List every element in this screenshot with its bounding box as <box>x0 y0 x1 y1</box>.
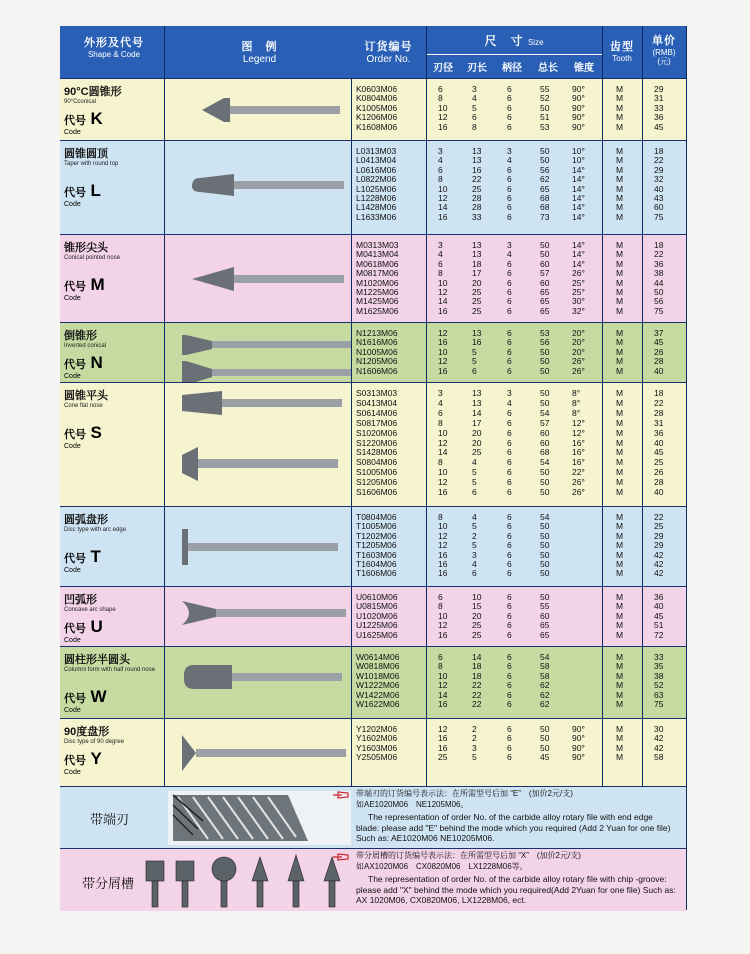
section-S <box>60 382 686 507</box>
col-rule <box>164 26 165 910</box>
shape-name-en: Concave arc shape <box>64 607 116 613</box>
legend-cell <box>168 587 351 647</box>
cell-l: 4 5 2 5 3 4 6 <box>472 512 477 579</box>
cell-order: K0603M06 K0804M06 K1005M06 K1206M06 K1608M06 <box>356 84 398 132</box>
shape-name-en: Taper with round top <box>64 161 119 167</box>
size-header-en: Size <box>527 38 544 47</box>
sub-header-taper: 锥度 <box>574 63 594 74</box>
cell-tooth: M M M M M M M M M M M <box>616 388 624 498</box>
cell-order: S0313M03 S0413M04 S0614M06 S0817M06 S1020M06 S1220M06 S1428M06 S0804M06 S1005M06 S1205M06 S1606M06 <box>356 388 398 498</box>
shape-code-header <box>64 34 164 59</box>
code-label-en: Code <box>64 769 81 776</box>
code-label-en: Code <box>64 637 81 644</box>
col-rule <box>426 26 427 786</box>
cell-price: 37 45 26 28 40 <box>654 328 664 376</box>
cell-s: 6 6 6 6 6 <box>507 328 512 376</box>
cell-t: 50 50 50 45 <box>540 724 550 763</box>
chip-groove-label: 带分屑槽 <box>82 876 135 891</box>
cell-tooth: M M M M M M <box>616 652 624 710</box>
shape-name-en: Columni form with half round nose <box>64 667 156 673</box>
order-header-zh: 订货编号 <box>364 41 413 53</box>
order-header <box>351 38 426 65</box>
burr-illustration-N <box>172 331 352 387</box>
section-T <box>60 506 686 587</box>
shape-header-zh: 外形及代号 <box>84 37 144 49</box>
cell-a: 20° 20° 20° 26° 26° <box>572 328 585 376</box>
cell-order: L0313M03 L0413M04 L0616M06 L0822M06 L1025M06 L1228M06 L1428M06 L1633M06 <box>356 146 397 222</box>
cell-a: 14° 14° 14° 26° 25° 25° 30° 32° <box>572 240 585 316</box>
shape-name-zh: 90°C圆锥形 <box>64 86 122 98</box>
cell-d: 12 16 10 12 16 <box>438 328 448 376</box>
shape-name-en: Disc type with arc edge <box>64 527 127 533</box>
shape-header-en: Shape & Code <box>87 50 141 59</box>
shape-code-cell <box>64 235 164 302</box>
shape-name-en: Cone flat nose <box>64 403 103 409</box>
cell-t: 54 50 50 50 50 50 50 <box>540 512 550 579</box>
shape-name-zh: 90度盘形 <box>64 726 110 738</box>
price-header-en: (RMB) (元) <box>652 48 676 66</box>
tooth-header <box>602 38 642 63</box>
cell-order: T0804M06 T1005M06 T1202M06 T1205M06 T1603M06 T1604M06 T1606M06 <box>356 512 397 579</box>
legend-cell <box>168 647 351 719</box>
section-N <box>60 322 686 383</box>
chip-groove-note-zh: 带分屑槽的订货编号表示法：在所需型号后加 “X” (加价2元/支) <box>356 851 581 860</box>
cell-price: 18 22 29 32 40 43 60 75 <box>654 146 664 222</box>
cell-l: 10 15 20 25 25 <box>472 592 482 640</box>
price-header-zh: 单价 <box>652 35 676 47</box>
shape-code-cell <box>64 507 164 574</box>
cell-tooth: M M M M <box>616 724 624 763</box>
cell-l: 13 13 16 22 25 28 28 33 <box>472 146 482 222</box>
cell-tooth: M M M M M M M M <box>616 240 624 316</box>
legend-cell <box>168 323 351 383</box>
chip-groove-note-en: The representation of order No. of the carbide alloy rotary file with chip -groove: please add "X" behind the mode which you required(Add 2Yuan for one file) Such as: AX 1020M06, CX0820M06, LX1228M06, ect. <box>356 874 676 905</box>
burr-illustration-S <box>172 385 352 505</box>
code-label-en: Code <box>64 567 81 574</box>
edge-blade-example-zh: 如AE1020M06 NE1205M06。 <box>356 799 469 809</box>
cell-l: 3 4 5 6 8 <box>472 84 477 132</box>
cell-s: 6 6 6 6 6 <box>507 84 512 132</box>
sub-header-total-length: 总长 <box>538 63 558 74</box>
cell-t: 50 50 56 62 65 68 68 73 <box>540 146 550 222</box>
cell-s: 3 4 6 6 6 6 6 6 <box>507 146 512 222</box>
cell-price: 36 40 45 51 72 <box>654 592 664 640</box>
pointing-hand-icon <box>332 852 350 862</box>
burr-illustration-U <box>172 595 352 651</box>
shape-name-zh: 圆弧盘形 <box>64 514 108 526</box>
edge-blade-section <box>60 786 686 849</box>
shape-name-zh: 圆锥圆顶 <box>64 148 108 160</box>
chip-groove-section <box>60 848 686 911</box>
edge-blade-label: 带端刃 <box>90 812 130 827</box>
cell-tooth: M M M M M <box>616 84 624 132</box>
cell-t: 53 56 50 50 50 <box>540 328 550 376</box>
section-Y <box>60 718 686 787</box>
cell-d: 8 10 12 12 16 16 16 <box>438 512 448 579</box>
legend-cell <box>168 141 351 235</box>
order-header-en: Order No. <box>366 54 411 65</box>
code-label-en: Code <box>64 295 81 302</box>
col-rule <box>642 26 643 786</box>
cell-price: 22 25 29 29 42 42 42 <box>654 512 664 579</box>
cell-d: 3 4 6 8 10 12 14 16 <box>438 240 448 316</box>
cell-a: 10° 10° 14° 14° 14° 14° 14° 14° <box>572 146 585 222</box>
tooth-header-zh: 齿型 <box>610 41 634 53</box>
code-label-zh: 代号 <box>64 553 86 565</box>
legend-header-en: Legend <box>242 54 277 65</box>
cell-s: 6 6 6 6 6 6 <box>507 652 512 710</box>
cell-d: 6 8 10 12 16 <box>438 592 448 640</box>
code-label-en: Code <box>64 201 81 208</box>
chip-groove-note <box>356 851 676 906</box>
cell-a: 8° 8° 8° 12° 12° 16° 16° 16° 22° 26° 26° <box>572 388 585 498</box>
legend-cell <box>168 79 351 141</box>
cell-a: 90° 90° 90° 90° <box>572 724 585 763</box>
cell-tooth: M M M M M <box>616 592 624 640</box>
table-header <box>60 26 686 78</box>
cell-l: 13 13 14 17 20 20 25 4 5 5 6 <box>472 388 482 498</box>
cell-d: 6 8 10 12 16 <box>438 84 448 132</box>
cell-price: 33 35 38 52 63 75 <box>654 652 664 710</box>
cell-order: U0610M06 U0815M06 U1020M06 U1225M06 U1625M06 <box>356 592 398 640</box>
shape-name-zh: 圆柱形半圆头 <box>64 654 130 666</box>
shape-code-cell <box>64 383 164 450</box>
size-header <box>426 32 602 50</box>
cell-price: 18 22 36 38 44 50 56 75 <box>654 240 664 316</box>
shape-code: N <box>90 353 103 372</box>
col-rule <box>602 26 603 786</box>
edge-blade-note-zh: 带端刃的订货编号表示法：在所需型号后加 “E” (加价2元/支) <box>356 789 573 798</box>
shape-name-zh: 锥形尖头 <box>64 242 108 254</box>
code-label-zh: 代号 <box>64 623 86 635</box>
price-header <box>642 32 686 66</box>
sub-header-blade-length: 刃长 <box>467 63 487 74</box>
shape-code-cell <box>64 79 164 136</box>
cell-order: M0313M03 M0413M04 M0618M06 M0817M06 M1020M06 M1225M06 M1425M06 M1625M06 <box>356 240 399 316</box>
cell-l: 14 18 18 22 22 22 <box>472 652 482 710</box>
cell-a: 90° 90° 90° 90° 90° <box>572 84 585 132</box>
header-divider <box>426 54 602 55</box>
code-label-zh: 代号 <box>64 281 86 293</box>
code-label-en: Code <box>64 373 81 380</box>
legend-cell <box>168 507 351 587</box>
cell-d: 12 16 16 25 <box>438 724 448 763</box>
cell-s: 6 6 6 6 6 6 6 <box>507 512 512 579</box>
code-label-zh: 代号 <box>64 115 86 127</box>
code-label-zh: 代号 <box>64 429 86 441</box>
section-W <box>60 646 686 719</box>
edge-blade-illustration <box>168 791 351 845</box>
cell-l: 13 13 18 17 20 25 25 25 <box>472 240 482 316</box>
legend-header-zh: 图 例 <box>241 41 278 53</box>
cell-t: 50 50 54 57 60 60 68 54 50 50 50 <box>540 388 550 498</box>
cell-s: 3 4 6 6 6 6 6 6 6 6 6 <box>507 388 512 498</box>
shape-name-en: Disc type of 90 degree <box>64 739 125 745</box>
shape-name-zh: 凹弧形 <box>64 594 97 606</box>
code-label-zh: 代号 <box>64 693 86 705</box>
shape-code: K <box>90 109 103 128</box>
col-rule <box>686 26 687 910</box>
code-label-zh: 代号 <box>64 187 86 199</box>
cell-order: N1213M06 N1616M06 N1005M06 N1205M06 N1606M06 <box>356 328 398 376</box>
chip-groove-example-zh: 如AX1020M06 CX0820M06 LX1228M06等。 <box>356 861 528 871</box>
shape-code: M <box>90 275 105 294</box>
product-sheet <box>60 26 686 910</box>
cell-l: 2 2 3 5 <box>472 724 477 763</box>
sub-header-shank-diameter: 柄径 <box>502 63 522 74</box>
shape-code-cell <box>64 587 164 644</box>
cell-t: 50 50 60 57 60 65 65 65 <box>540 240 550 316</box>
pointing-hand-icon <box>332 790 350 800</box>
section-L <box>60 140 686 235</box>
code-label-zh: 代号 <box>64 359 86 371</box>
cell-s: 6 6 6 6 6 <box>507 592 512 640</box>
edge-blade-note-en: The representation of order No. of the carbide alloy rotary file with end edge blade: please add "E" behind the mode which you required (Add 2 Yuan for one file) Such as: AE1020M06 NE10205M06. <box>356 812 671 843</box>
cell-price: 30 42 42 58 <box>654 724 664 763</box>
code-label-zh: 代号 <box>64 755 86 767</box>
cell-t: 55 52 50 51 53 <box>540 84 550 132</box>
cell-l: 13 16 5 5 6 <box>472 328 482 376</box>
cell-tooth: M M M M M <box>616 328 624 376</box>
section-K <box>60 78 686 141</box>
cell-s: 3 4 6 6 6 6 6 6 <box>507 240 512 316</box>
legend-header <box>168 38 351 65</box>
sub-header-blade-diameter: 刃径 <box>433 63 453 74</box>
shape-name-en: Inverted conical <box>64 343 107 349</box>
cell-order: W0614M06 W0818M06 W1018M06 W1222M06 W1422M06 W1622M06 <box>356 652 400 710</box>
shape-code: T <box>90 547 101 566</box>
col-rule <box>351 78 352 786</box>
cell-tooth: M M M M M M M M <box>616 146 624 222</box>
code-label-en: Code <box>64 707 81 714</box>
shape-name-zh: 圆锥平头 <box>64 390 108 402</box>
shape-code-cell <box>64 719 164 776</box>
code-label-en: Code <box>64 129 81 136</box>
cell-t: 54 58 58 62 62 62 <box>540 652 550 710</box>
shape-name-zh: 倒锥形 <box>64 330 97 342</box>
cell-order: Y1202M06 Y1602M06 Y1603M06 Y2505M06 <box>356 724 398 763</box>
section-U <box>60 586 686 647</box>
shape-code: W <box>90 687 107 706</box>
shape-code-cell <box>64 323 164 380</box>
cell-price: 18 22 28 31 36 40 45 25 26 28 40 <box>654 388 664 498</box>
cell-price: 29 31 33 36 45 <box>654 84 664 132</box>
cell-t: 50 55 60 65 65 <box>540 592 550 640</box>
legend-cell <box>168 719 351 787</box>
legend-cell <box>168 235 351 323</box>
shape-name-en: 90°Cconical <box>64 99 97 105</box>
tooth-header-en: Tooth <box>612 54 632 63</box>
shape-name-en: Conical pointed nose <box>64 255 121 261</box>
chip-groove-illustration <box>138 851 350 909</box>
cell-d: 6 8 10 12 14 16 <box>438 652 448 710</box>
shape-code: U <box>90 617 103 636</box>
edge-blade-note <box>356 789 676 844</box>
size-header-zh: 尺 寸 <box>484 34 524 48</box>
shape-code: S <box>90 423 102 442</box>
cell-d: 3 4 6 8 10 12 14 16 <box>438 146 448 222</box>
shape-code-cell <box>64 647 164 714</box>
section-M <box>60 234 686 323</box>
cell-d: 3 4 6 8 10 12 14 8 10 12 16 <box>438 388 448 498</box>
shape-code: Y <box>90 749 102 768</box>
burr-illustration-K <box>172 88 352 146</box>
cell-s: 6 6 6 6 <box>507 724 512 763</box>
code-label-en: Code <box>64 443 81 450</box>
cell-tooth: M M M M M M M <box>616 512 624 579</box>
shape-code: L <box>90 181 101 200</box>
legend-cell <box>168 383 351 507</box>
shape-code-cell <box>64 141 164 208</box>
